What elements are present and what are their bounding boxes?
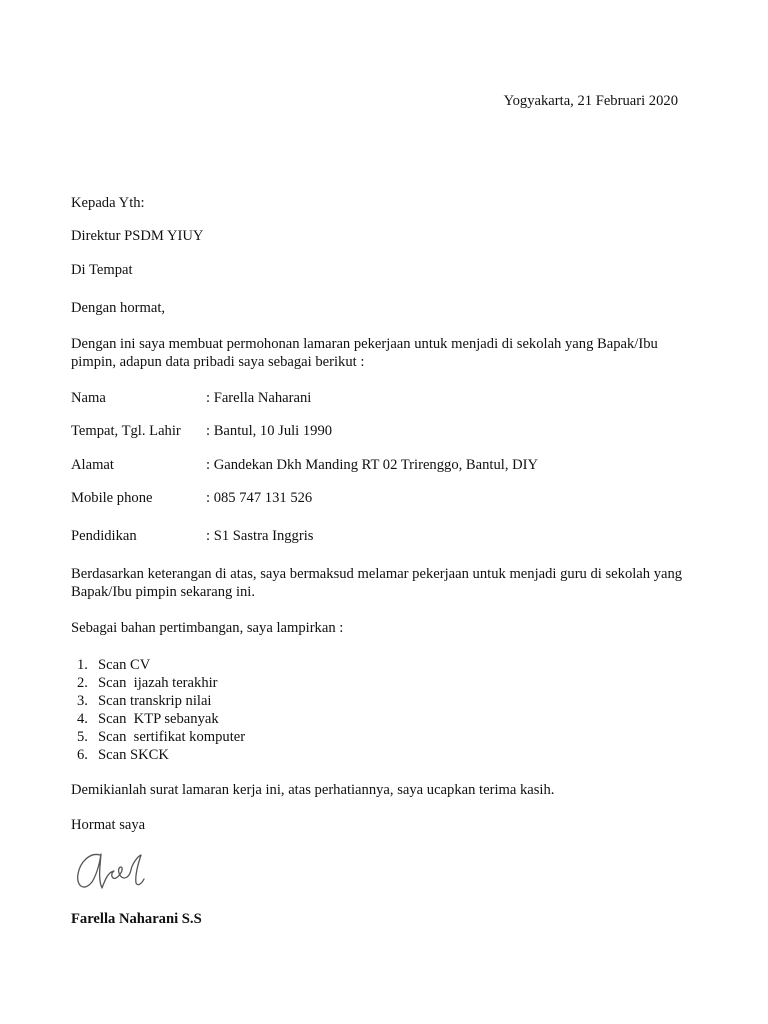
list-item-text: Scan transkrip nilai: [98, 693, 212, 709]
attachments-list: [71, 656, 471, 764]
data-label: Nama: [71, 390, 106, 406]
salutation: Dengan hormat,: [71, 300, 166, 316]
list-item-number: 1.: [77, 657, 88, 673]
list-item: [71, 692, 471, 710]
list-item-text: Scan SKCK: [98, 747, 169, 763]
data-row-birth: [71, 422, 691, 440]
list-item-number: 6.: [77, 747, 88, 763]
recipient-line-3: Di Tempat: [71, 262, 133, 278]
handwritten-signature: [72, 846, 162, 896]
recipient-line-2: Direktur PSDM YIUY: [71, 228, 204, 244]
data-row-education: [71, 527, 691, 545]
list-item-number: 3.: [77, 693, 88, 709]
intro-paragraph: Dengan ini saya membuat permohonan lamaran pekerjaan untuk menjadi di sekolah yang Bapak/Ibu pimpin, adapun data pribadi saya sebagai berikut :: [71, 336, 658, 370]
letter-date: Yogyakarta, 21 Februari 2020: [503, 93, 678, 109]
list-item: [71, 656, 471, 674]
data-value: : 085 747 131 526: [206, 490, 313, 506]
recipient-line-1: Kepada Yth:: [71, 195, 145, 211]
data-value: : Bantul, 10 Juli 1990: [206, 423, 333, 439]
attachments-intro: Sebagai bahan pertimbangan, saya lampirkan :: [71, 620, 344, 636]
list-item: [71, 710, 471, 728]
list-item: [71, 746, 471, 764]
list-item-text: Scan ijazah terakhir: [98, 675, 218, 691]
regards: Hormat saya: [71, 817, 146, 833]
list-item-number: 2.: [77, 675, 88, 691]
data-label: Alamat: [71, 457, 114, 473]
list-item-number: 5.: [77, 729, 88, 745]
list-item-number: 4.: [77, 711, 88, 727]
data-label: Tempat, Tgl. Lahir: [71, 423, 181, 439]
list-item: [71, 728, 471, 746]
purpose-paragraph: Berdasarkan keterangan di atas, saya bermaksud melamar pekerjaan untuk menjadi guru di sekolah yang Bapak/Ibu pimpin sekarang ini.: [71, 566, 683, 600]
data-label: Mobile phone: [71, 490, 153, 506]
data-row-name: [71, 389, 691, 407]
list-item: [71, 674, 471, 692]
list-item-text: Scan sertifikat komputer: [98, 729, 246, 745]
data-row-address: [71, 456, 691, 474]
data-value: : Farella Naharani: [206, 390, 312, 406]
signer-name: Farella Naharani S.S: [71, 911, 202, 927]
data-value: : S1 Sastra Inggris: [206, 528, 314, 544]
data-label: Pendidikan: [71, 528, 137, 544]
list-item-text: Scan KTP sebanyak: [98, 711, 219, 727]
list-item-text: Scan CV: [98, 657, 151, 673]
data-row-phone: [71, 489, 691, 507]
data-value: : Gandekan Dkh Manding RT 02 Trirenggo, Bantul, DIY: [206, 457, 539, 473]
closing-sentence: Demikianlah surat lamaran kerja ini, atas perhatiannya, saya ucapkan terima kasih.: [71, 782, 555, 798]
